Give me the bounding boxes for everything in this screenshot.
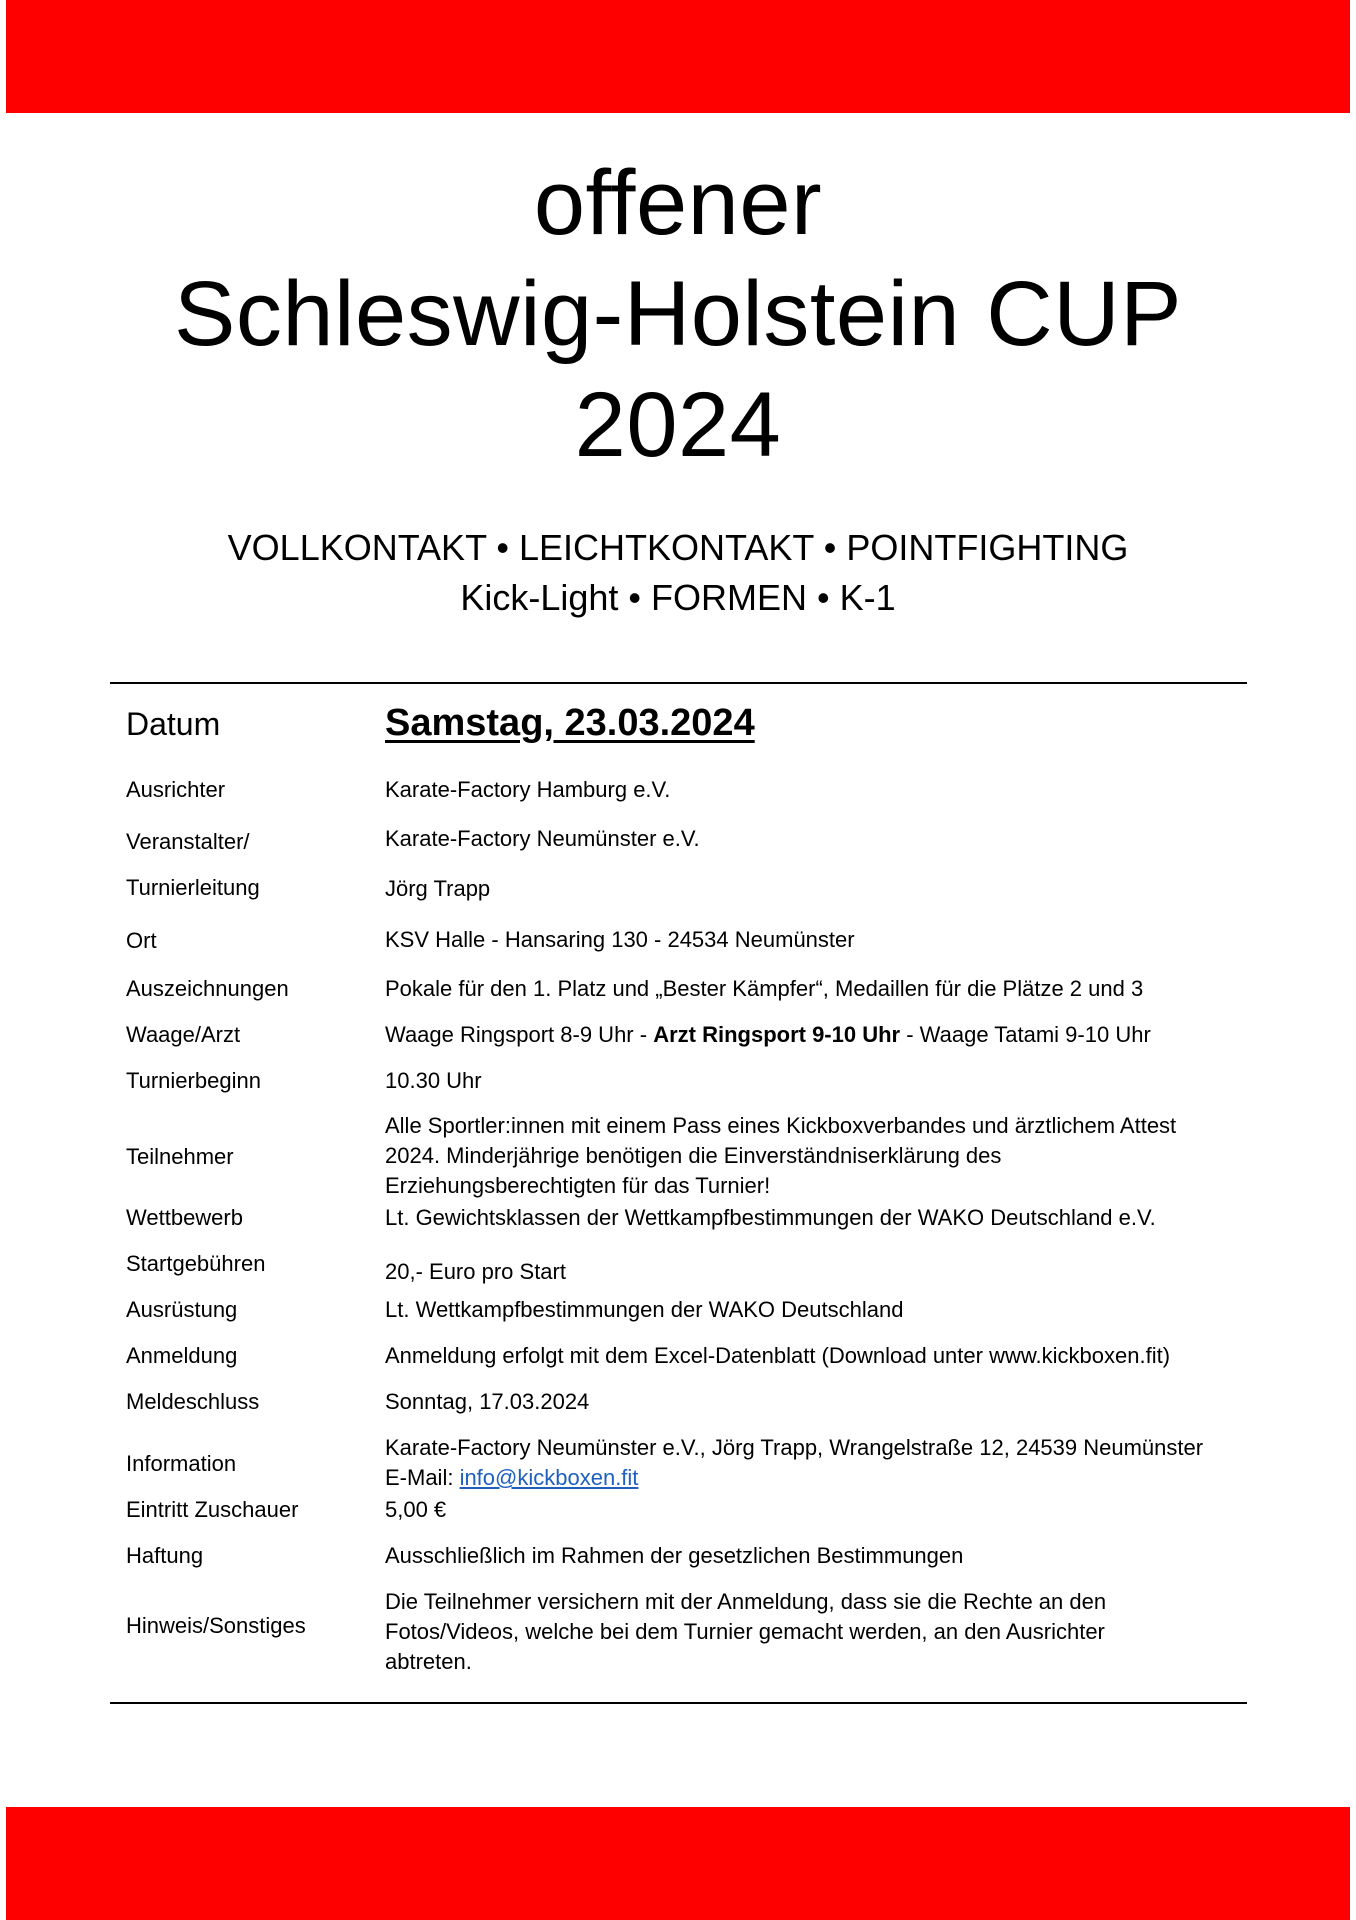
ort-value: KSV Halle - Hansaring 130 - 24534 Neumünster	[385, 927, 855, 952]
eintritt-label: Eintritt Zuschauer	[126, 1497, 299, 1522]
email-prefix: E-Mail:	[385, 1465, 460, 1490]
information-value	[385, 1433, 1203, 1493]
teilnehmer-line-3: Erziehungsberechtigten für das Turnier!	[385, 1173, 771, 1198]
auszeichnungen-label: Auszeichnungen	[126, 976, 289, 1001]
bottom-red-band	[6, 1807, 1350, 1920]
bottom-divider	[110, 1702, 1247, 1704]
haftung-value: Ausschließlich im Rahmen der gesetzlichen Bestimmungen	[385, 1543, 964, 1568]
hinweis-line-1: Die Teilnehmer versichern mit der Anmeldung, dass sie die Rechte an den	[385, 1589, 1107, 1614]
datum-value: Samstag, 23.03.2024	[385, 702, 755, 744]
turnierleitung-label: Turnierleitung	[126, 875, 260, 900]
veranstalter-label: Veranstalter/	[126, 829, 250, 854]
ort-label: Ort	[126, 928, 157, 953]
auszeichnungen-value: Pokale für den 1. Platz und „Bester Kämpfer“, Medaillen für die Plätze 2 und 3	[385, 976, 1144, 1001]
waage-value-part-1: Waage Ringsport 8-9 Uhr -	[385, 1022, 654, 1047]
teilnehmer-line-1: Alle Sportler:innen mit einem Pass eines Kickboxverbandes und ärztlichem Attest	[385, 1113, 1177, 1138]
waage-value-part-3: - Waage Tatami 9-10 Uhr	[900, 1022, 1151, 1047]
startgebuehren-value: 20,- Euro pro Start	[385, 1259, 566, 1284]
datum-label: Datum	[126, 706, 221, 742]
email-link[interactable]: info@kickboxen.fit	[459, 1465, 639, 1490]
ausrichter-value: Karate-Factory Hamburg e.V.	[385, 777, 671, 802]
meldeschluss-value: Sonntag, 17.03.2024	[385, 1389, 590, 1414]
wettbewerb-label: Wettbewerb	[126, 1205, 243, 1230]
veranstalter-value: Karate-Factory Neumünster e.V.	[385, 826, 700, 851]
subtitle-line-1: VOLLKONTAKT • LEICHTKONTAKT • POINTFIGHTING	[227, 527, 1129, 568]
waage-label: Waage/Arzt	[126, 1022, 241, 1047]
title-line-3: 2024	[574, 374, 782, 476]
anmeldung-value: Anmeldung erfolgt mit dem Excel-Datenblatt (Download unter www.kickboxen.fit)	[385, 1343, 1171, 1368]
hinweis-line-3: abtreten.	[385, 1649, 472, 1674]
information-label: Information	[126, 1451, 237, 1476]
waage-value	[385, 1020, 1151, 1050]
eintritt-value: 5,00 €	[385, 1497, 447, 1522]
title-line-2: Schleswig-Holstein CUP	[174, 263, 1182, 365]
information-line-2	[385, 1463, 1203, 1493]
teilnehmer-label: Teilnehmer	[126, 1144, 234, 1169]
haftung-label: Haftung	[126, 1543, 204, 1568]
arzt-value: Arzt Ringsport 9-10 Uhr	[653, 1022, 901, 1047]
ausruestung-label: Ausrüstung	[126, 1297, 238, 1322]
startgebuehren-label: Startgebühren	[126, 1251, 266, 1276]
turnierleitung-value: Jörg Trapp	[385, 876, 491, 901]
hinweis-line-2: Fotos/Videos, welche bei dem Turnier gemacht werden, an den Ausrichter	[385, 1619, 1105, 1644]
meldeschluss-label: Meldeschluss	[126, 1389, 260, 1414]
teilnehmer-line-2: 2024. Minderjährige benötigen die Einverständniserklärung des	[385, 1143, 1002, 1168]
disciplines-subtitle	[0, 523, 1356, 623]
top-red-band	[6, 0, 1350, 113]
subtitle-line-2: Kick-Light • FORMEN • K-1	[460, 577, 896, 618]
title-line-1: offener	[533, 152, 823, 254]
turnierbeginn-value: 10.30 Uhr	[385, 1068, 482, 1093]
information-line-1: Karate-Factory Neumünster e.V., Jörg Trapp, Wrangelstraße 12, 24539 Neumünster	[385, 1435, 1204, 1460]
top-divider	[110, 682, 1247, 684]
teilnehmer-value	[385, 1111, 1176, 1201]
anmeldung-label: Anmeldung	[126, 1343, 238, 1368]
hinweis-label: Hinweis/Sonstiges	[126, 1613, 306, 1638]
ausruestung-value: Lt. Wettkampfbestimmungen der WAKO Deutschland	[385, 1297, 904, 1322]
wettbewerb-value: Lt. Gewichtsklassen der Wettkampfbestimmungen der WAKO Deutschland e.V.	[385, 1205, 1156, 1230]
turnierbeginn-label: Turnierbeginn	[126, 1068, 261, 1093]
ausrichter-label: Ausrichter	[126, 777, 226, 802]
hinweis-value	[385, 1587, 1106, 1677]
page-title	[0, 148, 1356, 481]
